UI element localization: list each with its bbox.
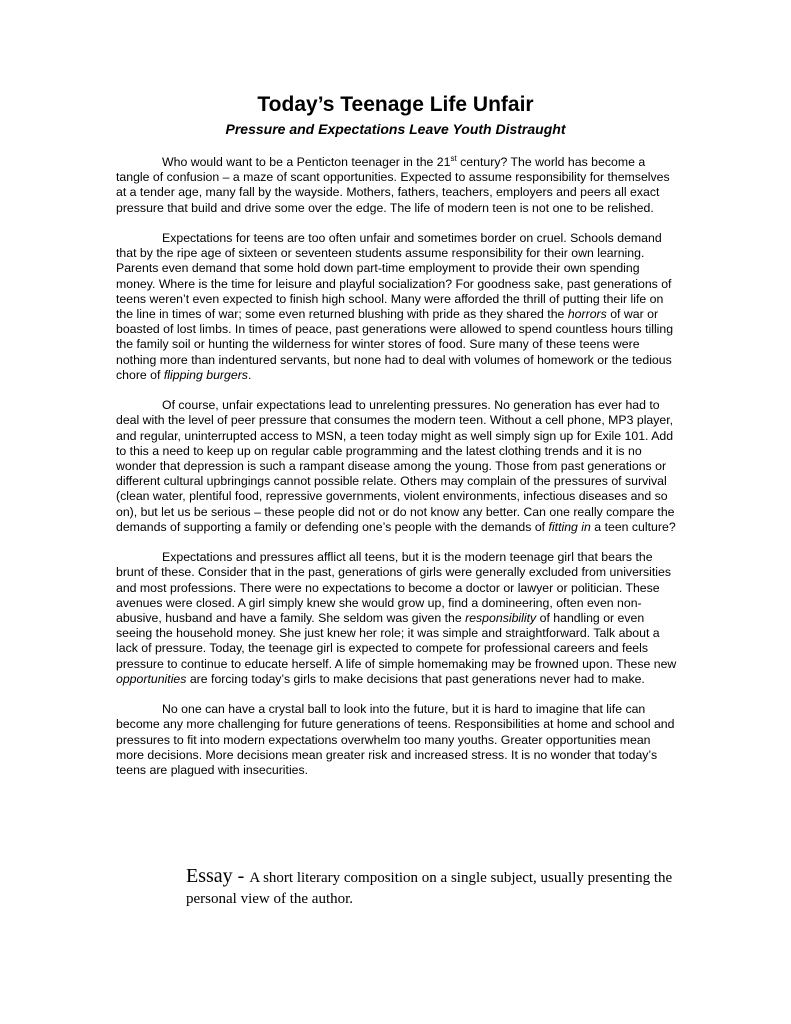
- paragraph-3: [116, 398, 678, 535]
- definition-text: A short literary composition on a single subject, usually presenting the personal view of the author.: [186, 870, 673, 907]
- paragraph-4-text-c: are forcing today’s girls to make decisions that past generations never had to make.: [186, 671, 645, 686]
- paragraph-2-text-a: Expectations for teens are too often unfair and sometimes border on cruel. Schools demand that by the ripe age of sixteen or seventeen students assume responsibility for their own learning. Parents even demand that some hold down part-time employment to provide their own spending money. Where is the time for leisure and playful socialization? For goodness sake, past generations of teens weren’t even expected to finish high school. Many were afforded the thrill of putting their life on the line in times of war; some even returned blushing with pride as they shared the: [116, 231, 672, 322]
- document-subtitle: Pressure and Expectations Leave Youth Distraught: [225, 121, 566, 137]
- paragraph-3-text-a: Of course, unfair expectations lead to unrelenting pressures. No generation has ever had to deal with the level of peer pressure that consumes the modern teen. Without a cell phone, MP3 player, and regular, uninterrupted access to MSN, a teen today might as well simply sign up for Exile 101. Add to this a need to keep up on regular cable programming and the latest clothing trends and it is no wonder that depression is such a rampant disease among the young. Those from past generations or different cultural upbringings cannot possible relate. Others may complain of the pressures of survival (clean water, plentiful food, repressive governments, violent environments, infectious diseases and so on), but let us be serious – these people did not or do not know any better. Can one really compare the demands of supporting a family or defending one’s people with the demands of: [116, 398, 675, 534]
- paragraph-4-emphasis-2: opportunities: [116, 671, 187, 686]
- paragraph-5-text-a: No one can have a crystal ball to look into the future, but it is hard to imagine that life can become any more challenging for future generations of teens. Responsibilities at home and school and pressures to fit into modern expectations overwhelm too many youths. Greater opportunities mean more decisions. More decisions mean greater risk and increased stress. It is no wonder that today’s teens are plagued with insecurities.: [116, 702, 675, 778]
- paragraph-4: [116, 550, 678, 687]
- paragraph-2-emphasis-1: horrors: [567, 307, 607, 322]
- ordinal-superscript: st: [450, 153, 457, 163]
- essay-body: [116, 155, 678, 793]
- paragraph-4-text-a: Expectations and pressures afflict all teens, but it is the modern teenage girl that bears the brunt of these. Consider that in the past, generations of girls were generally excluded from universities and most professions. There were no expectations to become a doctor or lawyer or politician. These avenues were closed. A girl simply knew she would grow up, find a domineering, often even non-abusive, husband and have a family. She seldom was given the: [116, 550, 672, 626]
- paragraph-1-text-b: century? The world has become a tangle of confusion – a maze of scant opportunities. Expected to assume responsibility for themselves at a tender age, many fall by the wayside. Mothers, fathers, teachers, employers and peers all exact pressure that build and drive some over the edge. The life of modern teen is not one to be relished.: [116, 155, 670, 215]
- paragraph-2-text-b: of war or boasted of lost limbs. In times of peace, past generations were allowed to spend countless hours tilling the family soil or hunting the wilderness for winter stores of food. Sure many of these teens were nothing more than indentured servants, but none had to deal with volumes of homework or the tedious chore of: [116, 307, 674, 382]
- paragraph-2-emphasis-2: flipping burgers: [163, 367, 248, 382]
- paragraph-3-emphasis-1: fitting in: [548, 519, 591, 534]
- paragraph-1-text-a: Who would want to be a Penticton teenager in the 21: [162, 155, 451, 169]
- paragraph-2: [116, 231, 678, 383]
- definition-term: Essay -: [186, 865, 250, 887]
- paragraph-2-text-c: .: [247, 367, 252, 382]
- document-title: Today’s Teenage Life Unfair: [257, 93, 534, 116]
- essay-definition: [186, 866, 686, 910]
- paragraph-1: [116, 155, 678, 216]
- paragraph-3-text-b: a teen culture?: [590, 519, 676, 534]
- paragraph-4-emphasis-1: responsibility: [465, 611, 537, 626]
- paragraph-5: [116, 702, 678, 778]
- paragraph-4-text-b: of handling or even seeing the household money. She just knew her role; it was simple and straightforward. Talk about a lack of pressure. Today, the teenage girl is expected to compete for professional careers and feels pressure to continue to educate herself. A life of simple homemaking may be frowned upon. These new: [116, 611, 677, 671]
